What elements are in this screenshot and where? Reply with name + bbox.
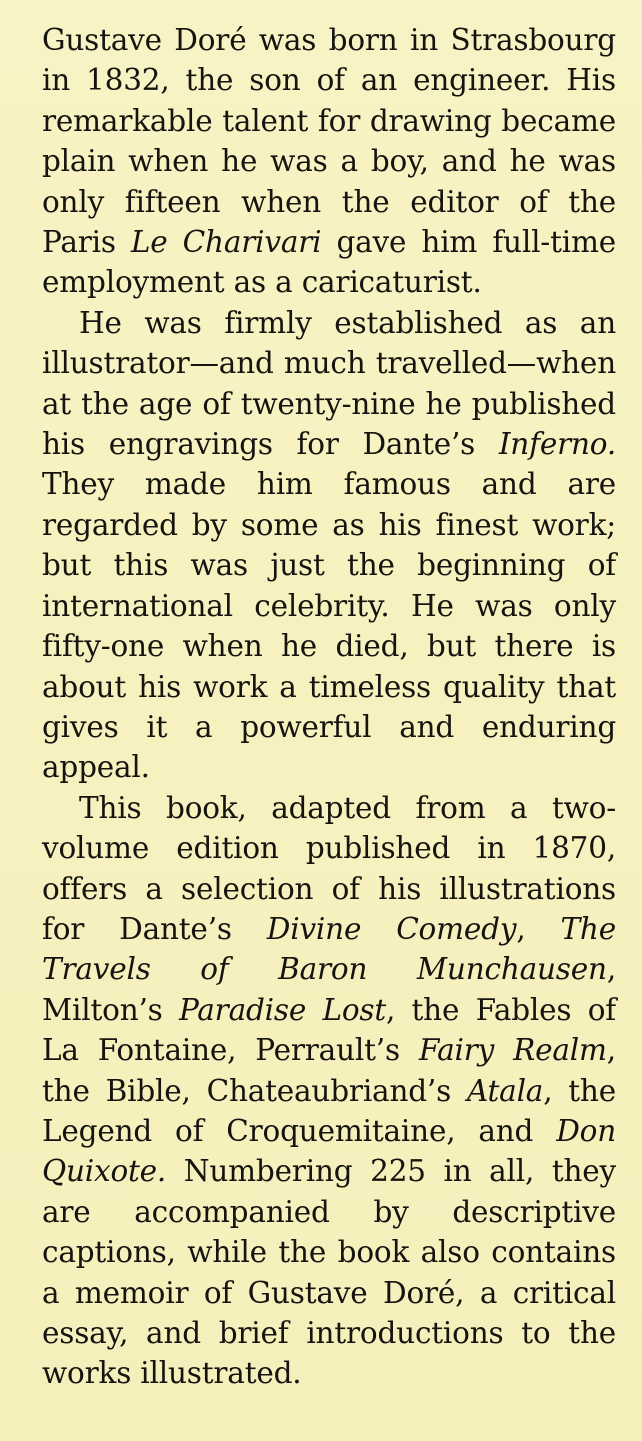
p1-run-1: Gustave Doré was born in Strasbourg in 1832, the son of an engineer. His remarkable talent for drawing became plain when he was a boy, and he was only fifteen when the editor of the Paris bbox=[42, 23, 616, 260]
p3-run-11: , the Legend of Croquemitaine, and bbox=[42, 1073, 616, 1148]
p3-run-3: , bbox=[516, 911, 561, 946]
p3-run-4-travels-of-baron-munchausen: The Travels of Baron Munchausen bbox=[42, 911, 616, 987]
p3-run-12-don-quixote: Don Quixote. bbox=[42, 1113, 616, 1189]
p3-run-5: , Milton’s bbox=[42, 952, 616, 1027]
p1-run-3: gave him full-time employment as a caricaturist. bbox=[42, 225, 616, 300]
p3-run-9: , the Bible, Chateaubriand’s bbox=[42, 1033, 616, 1108]
p3-run-8-fairy-realm: Fairy Realm bbox=[418, 1033, 607, 1068]
blurb-paragraph-3 bbox=[42, 788, 616, 1394]
p1-run-2-le-charivari: Le Charivari bbox=[130, 225, 322, 260]
p3-run-6-paradise-lost: Paradise Lost bbox=[178, 992, 386, 1027]
p2-run-3: They made him famous and are regarded by some as his finest work; but this was just the beginning of international celebrity. He was only fifty-one when he died, but there is about his work a timeless quality that gives it a powerful and enduring appeal. bbox=[42, 467, 616, 785]
p2-run-1: He was firmly established as an illustrator—and much travelled—when at the age of twenty-nine he published his engravings for Dante’s bbox=[42, 305, 616, 462]
blurb-paragraph-2 bbox=[42, 303, 616, 788]
p3-run-13: Numbering 225 in all, they are accompanied by descriptive captions, while the book also contains a memoir of Gustave Doré, a critical essay, and brief introductions to the works illustrated. bbox=[42, 1154, 616, 1391]
p3-run-2-divine-comedy: Divine Comedy bbox=[266, 911, 517, 946]
p3-run-7: , the Fables of La Fontaine, Perrault’s bbox=[42, 992, 616, 1068]
p2-run-2-inferno: Inferno. bbox=[498, 427, 616, 462]
p3-run-10-atala: Atala bbox=[466, 1073, 544, 1108]
p3-run-1: This book, adapted from a two-volume edition published in 1870, offers a selection of his illustrations for Dante’s bbox=[42, 790, 616, 946]
blurb-paragraph-1 bbox=[42, 20, 616, 303]
